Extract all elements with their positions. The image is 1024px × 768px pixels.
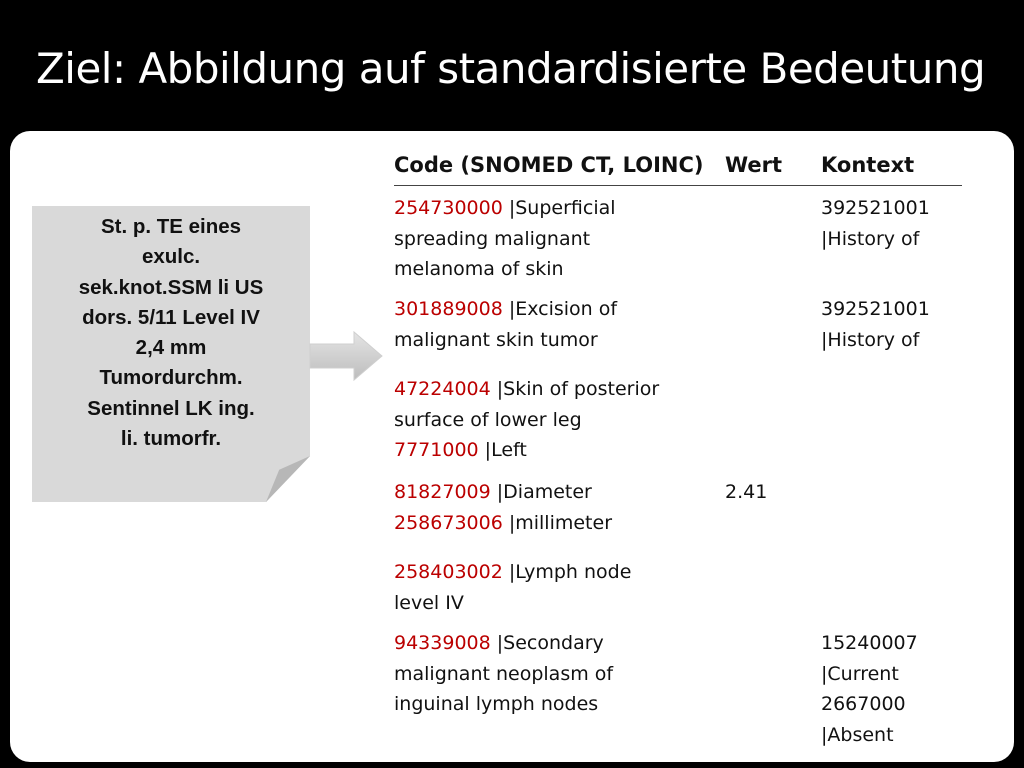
kontext-cell	[821, 193, 930, 254]
table-row	[394, 628, 613, 720]
code-text: |Excision of	[502, 298, 618, 320]
code-text: |Left	[478, 439, 527, 461]
kontext-line: |Absent	[821, 723, 894, 746]
kontext-line: |History of	[821, 227, 920, 250]
kontext-line: |Current	[821, 662, 899, 685]
snomed-code: 254730000	[394, 197, 503, 219]
table-row	[394, 477, 612, 538]
header-code: Code (SNOMED CT, LOINC)	[394, 153, 704, 177]
code-text: malignant neoplasm of	[394, 662, 614, 685]
header-kontext: Kontext	[821, 153, 915, 177]
note-line: exulc.	[141, 245, 201, 269]
slide-title: Ziel: Abbildung auf standardisierte Bedeutung	[36, 44, 986, 93]
snomed-code: 301889008	[394, 298, 503, 320]
code-text: |Superficial	[502, 197, 616, 219]
kontext-cell	[821, 294, 930, 355]
kontext-line: 2667000	[821, 693, 906, 715]
note-line: dors. 5/11 Level IV	[82, 305, 260, 329]
code-text: malignant skin tumor	[394, 328, 598, 351]
kontext-line: 392521001	[821, 298, 930, 320]
note-line: sek.knot.SSM li US	[78, 275, 264, 299]
table-row	[394, 374, 659, 466]
header-wert: Wert	[725, 153, 783, 177]
code-text: spreading malignant	[394, 227, 591, 250]
wert-cell: 2.41	[725, 481, 768, 503]
code-text: |Lymph node	[502, 561, 632, 583]
code-text: |Diameter	[490, 481, 592, 503]
snomed-code: 94339008	[394, 632, 491, 654]
note-line: Tumordurchm.	[99, 366, 243, 390]
code-text: level IV	[394, 591, 464, 614]
note-line: 2,4 mm	[135, 336, 207, 360]
snomed-code: 7771000	[394, 439, 479, 461]
table-row	[394, 557, 631, 618]
table-row	[394, 193, 616, 285]
header-divider	[394, 185, 962, 186]
kontext-line: 15240007	[821, 632, 918, 654]
snomed-code: 81827009	[394, 481, 491, 503]
code-text: surface of lower leg	[394, 408, 582, 431]
table-row	[394, 294, 617, 355]
code-text: melanoma of skin	[394, 258, 564, 280]
snomed-code: 47224004	[394, 378, 491, 400]
snomed-code: 258403002	[394, 561, 503, 583]
note-line: Sentinnel LK ing.	[87, 396, 255, 420]
kontext-line: |History of	[821, 328, 920, 351]
code-text: inguinal lymph nodes	[394, 693, 599, 715]
kontext-line: 392521001	[821, 197, 930, 219]
source-note-text	[50, 212, 292, 454]
code-text: |millimeter	[502, 511, 613, 534]
snomed-code: 258673006	[394, 511, 503, 534]
note-line: li. tumorfr.	[120, 427, 222, 451]
kontext-cell	[821, 628, 918, 750]
note-line: St. p. TE eines	[100, 215, 242, 238]
code-text: |Skin of posterior	[490, 378, 660, 400]
right-arrow-icon	[308, 330, 384, 382]
code-text: |Secondary	[490, 632, 604, 654]
